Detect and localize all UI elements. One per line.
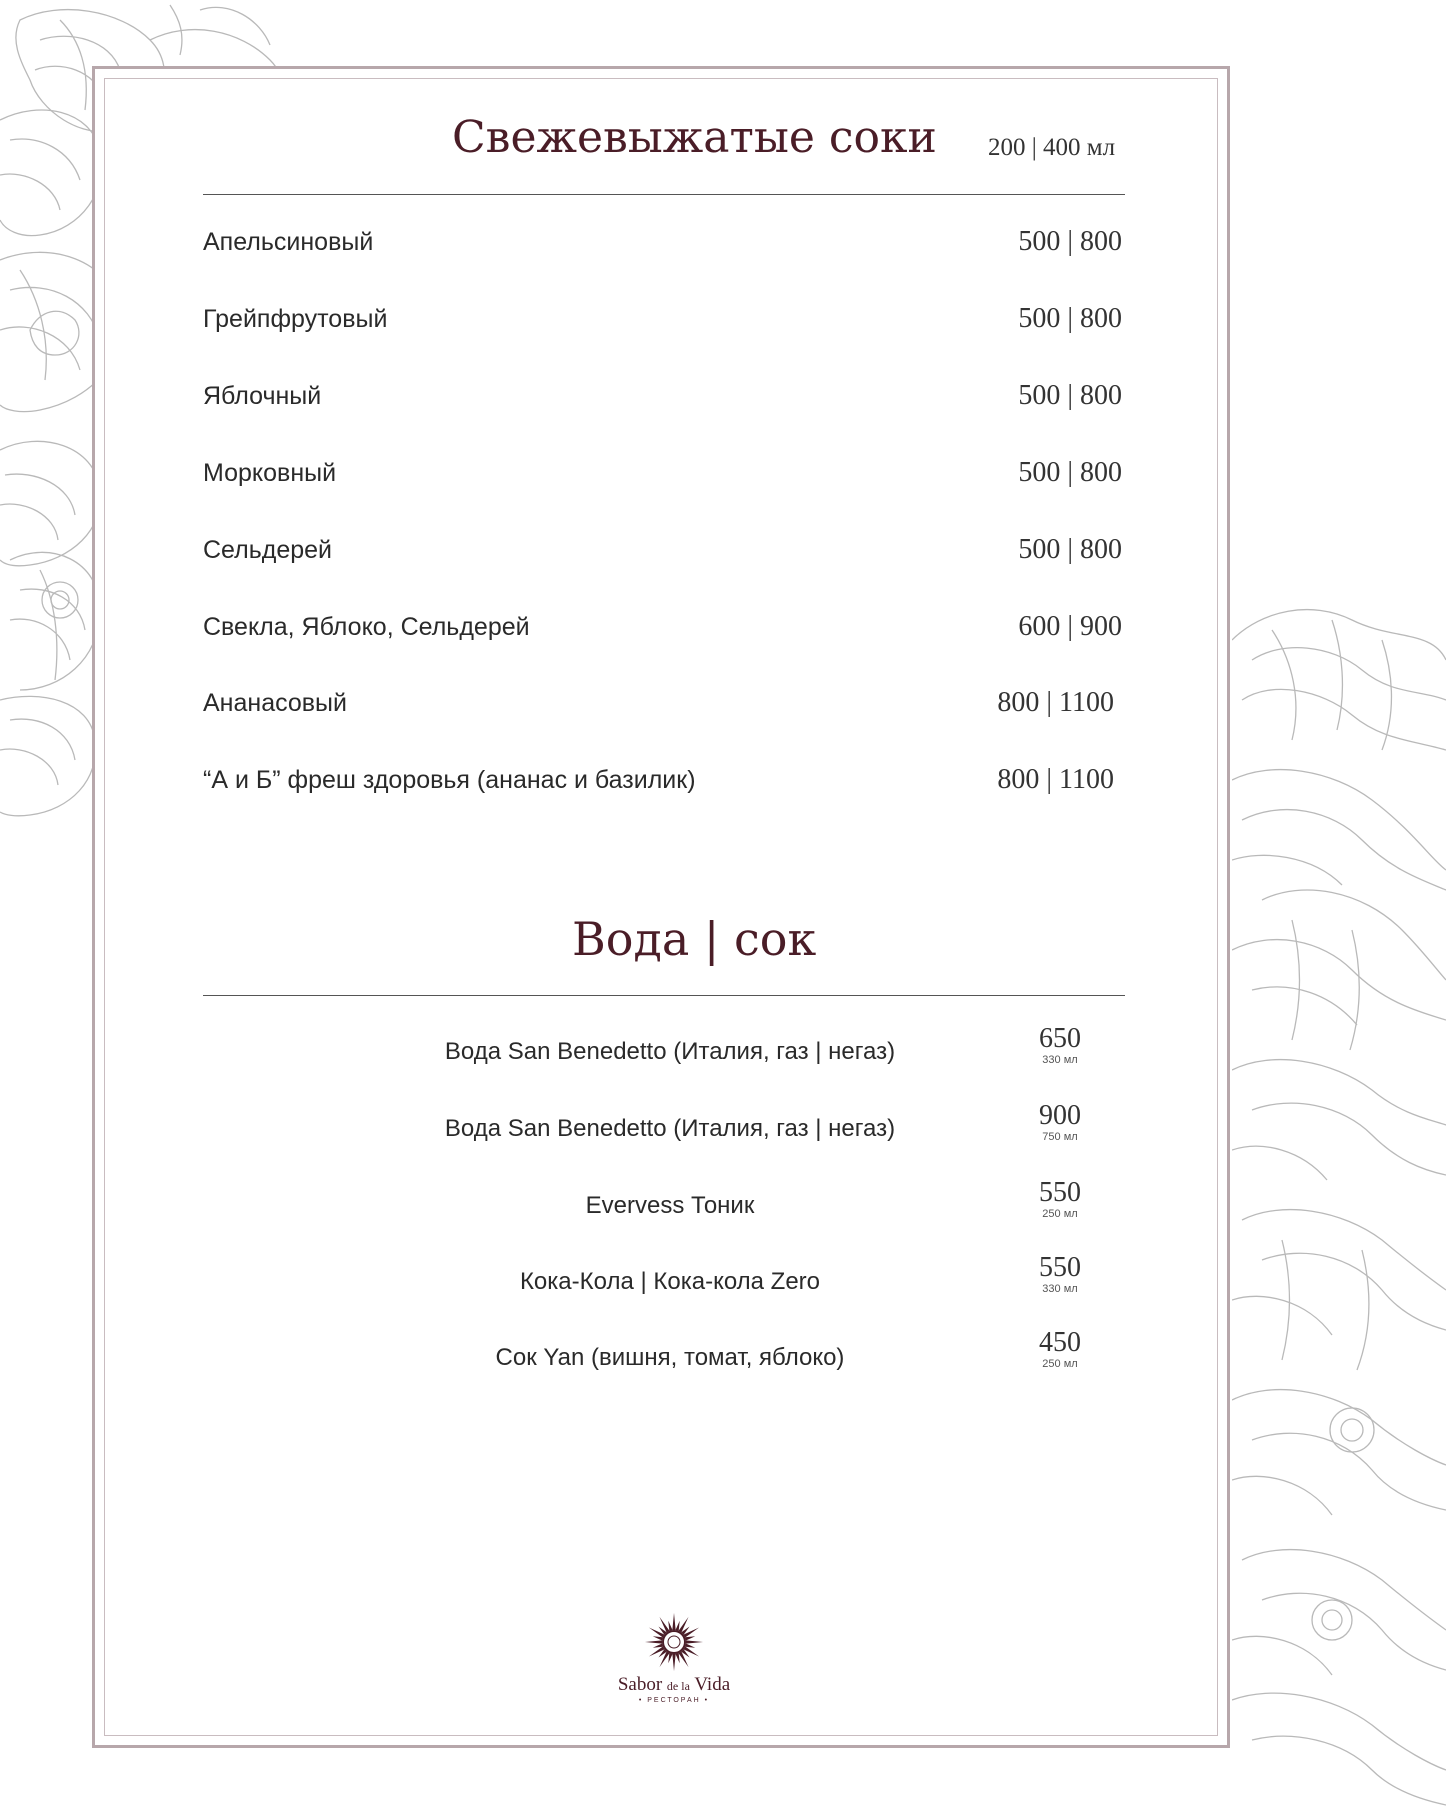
water-item-price: 650 <box>1039 1023 1081 1054</box>
juice-price: 800 | 1100 <box>997 687 1114 718</box>
water-item-name: Кока-Кола | Кока-кола Zero <box>519 1268 821 1295</box>
sun-ray <box>672 1613 675 1630</box>
juice-name: Ананасовый <box>203 689 347 717</box>
water-item-price-box <box>1010 1253 1110 1295</box>
sun-ray <box>675 1621 679 1631</box>
water-item-price-box <box>1010 1328 1110 1370</box>
restaurant-logo <box>604 1610 744 1704</box>
water-item-volume: 750 мл <box>1042 1131 1078 1143</box>
juice-price: 800 | 1100 <box>997 764 1114 795</box>
sun-ray <box>660 1617 670 1633</box>
water-item-volume: 330 мл <box>1042 1054 1078 1066</box>
sun-ray <box>678 1617 688 1633</box>
juice-name: Сельдерей <box>203 536 333 564</box>
juice-price: 500 | 800 <box>1018 380 1122 411</box>
sun-ray <box>685 1636 695 1640</box>
juice-price: 500 | 800 <box>1018 534 1122 565</box>
logo-name <box>604 1674 744 1697</box>
sun-ray <box>668 1621 672 1631</box>
sun-ray <box>668 1653 672 1663</box>
juice-name: Морковный <box>203 459 337 487</box>
water-item-price: 900 <box>1039 1100 1081 1131</box>
logo-name-left: Sabor <box>617 1674 663 1695</box>
juice-price: 500 | 800 <box>1018 226 1122 257</box>
sun-ray <box>685 1643 695 1647</box>
water-item-name: Вода San Benedetto (Италия, газ | негаз) <box>444 1038 896 1065</box>
juice-name: Свекла, Яблоко, Сельдерей <box>203 613 530 641</box>
water-item-price: 450 <box>1039 1327 1081 1358</box>
water-item-name: Сок Yan (вишня, томат, яблоко) <box>495 1344 845 1371</box>
juices-divider <box>203 194 1125 195</box>
water-item-volume: 250 мл <box>1042 1208 1078 1220</box>
water-item-price: 550 <box>1039 1177 1081 1208</box>
sun-ray <box>686 1640 703 1643</box>
water-section-title: Вода | сок <box>572 912 817 966</box>
water-item-price: 550 <box>1039 1252 1081 1283</box>
juice-name: Апельсиновый <box>203 228 374 256</box>
sun-ray <box>645 1640 662 1643</box>
water-item-price-box <box>1010 1178 1110 1220</box>
juice-price: 500 | 800 <box>1018 457 1122 488</box>
logo-name-small: de la <box>666 1679 690 1693</box>
sun-ray <box>672 1654 675 1671</box>
juice-name: “А и Б” фреш здоровья (ананас и базилик) <box>203 766 696 794</box>
sun-ray <box>660 1651 670 1667</box>
logo-subtitle: • РЕСТОРАН • <box>638 1697 710 1704</box>
floral-decoration-right <box>1232 600 1446 1814</box>
water-item-price-box <box>1010 1024 1110 1066</box>
sun-ray <box>653 1643 663 1647</box>
sun-icon <box>642 1610 706 1674</box>
water-divider <box>203 995 1125 996</box>
sun-ray <box>675 1653 679 1663</box>
juice-name: Грейпфрутовый <box>203 305 388 333</box>
water-item-price-box <box>1010 1101 1110 1143</box>
juice-price: 600 | 900 <box>1018 611 1122 642</box>
juice-name: Яблочный <box>203 382 322 410</box>
water-item-volume: 330 мл <box>1042 1283 1078 1295</box>
sun-ray <box>683 1646 699 1656</box>
water-item-name: Evervess Тоник <box>585 1192 755 1219</box>
sun-ray <box>683 1628 699 1638</box>
sun-ray <box>649 1628 665 1638</box>
logo-name-right: Vida <box>694 1674 731 1695</box>
juice-price: 500 | 800 <box>1018 303 1122 334</box>
sun-ray <box>653 1636 663 1640</box>
water-item-name: Вода San Benedetto (Италия, газ | негаз) <box>444 1115 896 1142</box>
water-item-volume: 250 мл <box>1042 1358 1078 1370</box>
juices-section-title: Свежевыжатые соки <box>452 112 937 163</box>
juices-volume-note: 200 | 400 мл <box>988 134 1116 161</box>
sun-ray <box>649 1646 665 1656</box>
sun-ray <box>678 1651 688 1667</box>
